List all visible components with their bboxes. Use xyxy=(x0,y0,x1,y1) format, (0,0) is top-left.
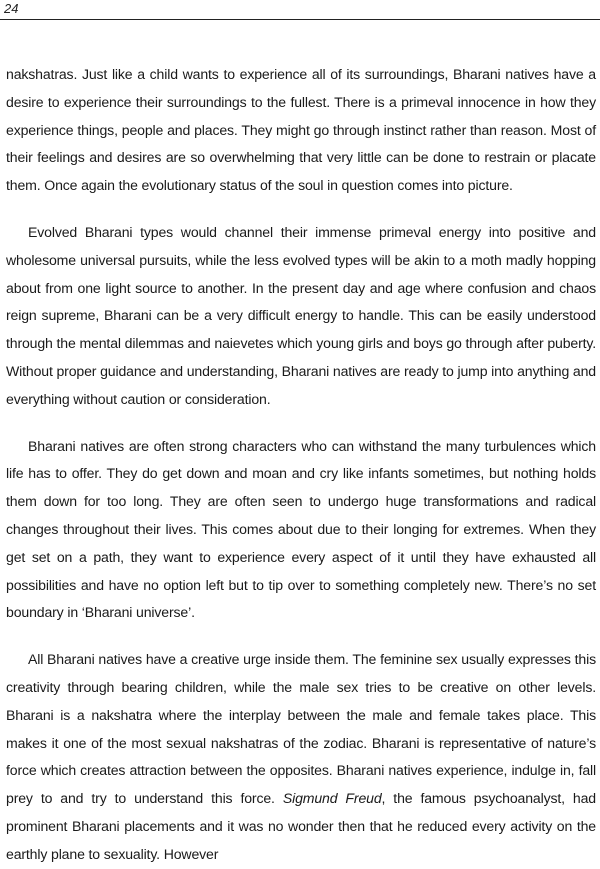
paragraph-text-after: , the famous psychoanalyst, had prominent Bharani placements and it was no wonder then that he reduced every activity on the earthly plane to sexuality. However xyxy=(6,790,597,862)
paragraph-continuation: nakshatras. Just like a child wants to experience all of its surroundings, Bharani natives have a desire to experience their surroundings to the fullest. There is a primeval innocence in how they experience things, people and places. They might go through instinct rather than reason. Most of their feelings and desires are so overwhelming that very little can be done to restrain or placate them. Once again the evolutionary status of the soul in question comes into picture. xyxy=(6,66,596,194)
paragraph-strong-characters: Bharani natives are often strong characters who can withstand the many turbulences which life has to offer. They do get down and moan and cry like infants sometimes, but nothing holds them down for too long. They are often seen to undergo huge transformations and radical changes throughout their lives. This comes about due to their longing for extremes. When they get set on a path, they want to experience every aspect of it until they have exhausted all possibilities and have no option left but to tip over to something completely new. There’s no set boundary in ‘Bharani universe’. xyxy=(6,437,596,621)
page-header xyxy=(0,0,600,22)
page-number: 24 xyxy=(4,1,19,16)
paragraph-creative-urge xyxy=(6,646,596,868)
paragraph-text-before: All Bharani natives have a creative urge inside them. The feminine sex usually expresses this creativity through bearing children, while the male sex tries to be creative on other levels. Bharani is a nakshatra where the interplay between the male and female takes place. This makes it one of the most sexual nakshatras of the zodiac. Bharani is representative of nature’s force which creates attraction between the opposites. Bharani natives experience, indulge in, fall prey to and try to understand this force. xyxy=(6,651,596,807)
emphasis-sigmund-freud: Sigmund Freud xyxy=(282,790,382,807)
header-rule xyxy=(0,19,600,20)
page-body xyxy=(6,61,596,869)
paragraph-evolved-types: Evolved Bharani types would channel their immense primeval energy into positive and wholesome universal pursuits, while the less evolved types will be akin to a moth madly hopping about from one light source to another. In the present day and age where confusion and chaos reign supreme, Bharani can be a very difficult energy to handle. This can be easily understood through the mental dilemmas and naievetes which young girls and boys go through after puberty. Without proper guidance and understanding, Bharani natives are ready to jump into anything and everything without caution or consideration. xyxy=(6,223,596,407)
